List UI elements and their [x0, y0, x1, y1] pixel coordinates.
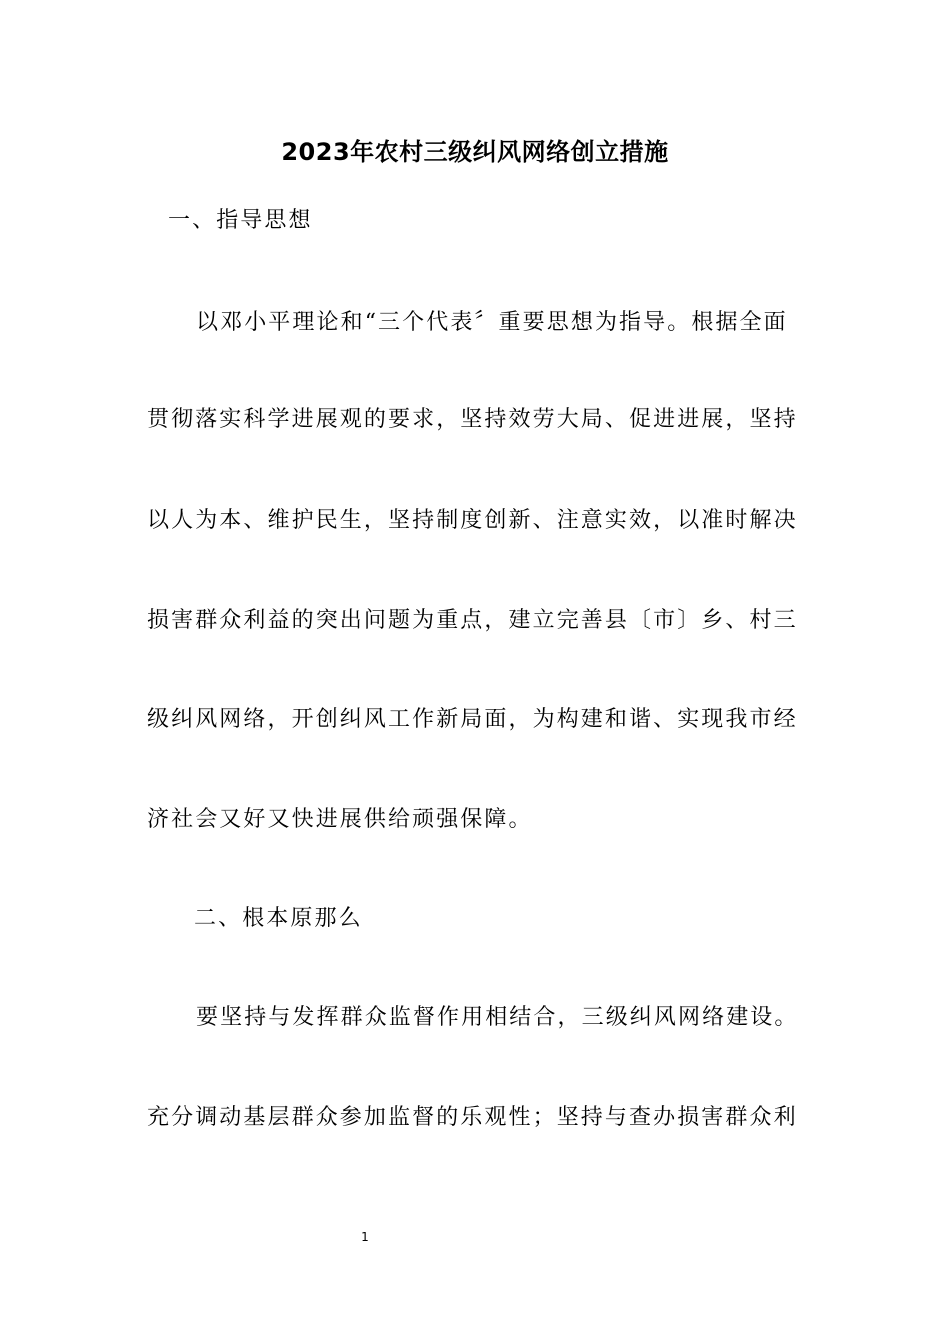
paragraph-line: 以人为本、维护民生，坚持制度创新、注意实效，以准时解决 — [147, 508, 798, 533]
document-title: 2023年农村三级纠风网络创立措施 — [281, 138, 669, 166]
page-number: 1 — [361, 1230, 369, 1244]
section-heading-guiding-ideology: 一、指导思想 — [168, 208, 313, 233]
paragraph-line: 以邓小平理论和“三个代表〞重要思想为指导。根据全面 — [196, 310, 788, 335]
paragraph-line: 济社会又好又快进展供给顽强保障。 — [147, 807, 533, 832]
paragraph-line: 级纠风网络，开创纠风工作新局面，为构建和谐、实现我市经 — [147, 707, 798, 732]
paragraph-line: 损害群众利益的突出问题为重点，建立完善县〔市〕乡、村三 — [147, 608, 798, 633]
paragraph-line: 贯彻落实科学进展观的要求，坚持效劳大局、促进进展，坚持 — [147, 407, 798, 432]
paragraph-line: 充分调动基层群众参加监督的乐观性；坚持与查办损害群众利 — [147, 1105, 798, 1130]
section-heading-basic-principles: 二、根本原那么 — [194, 906, 363, 931]
paragraph-line: 要坚持与发挥群众监督作用相结合，三级纠风网络建设。 — [196, 1005, 799, 1030]
